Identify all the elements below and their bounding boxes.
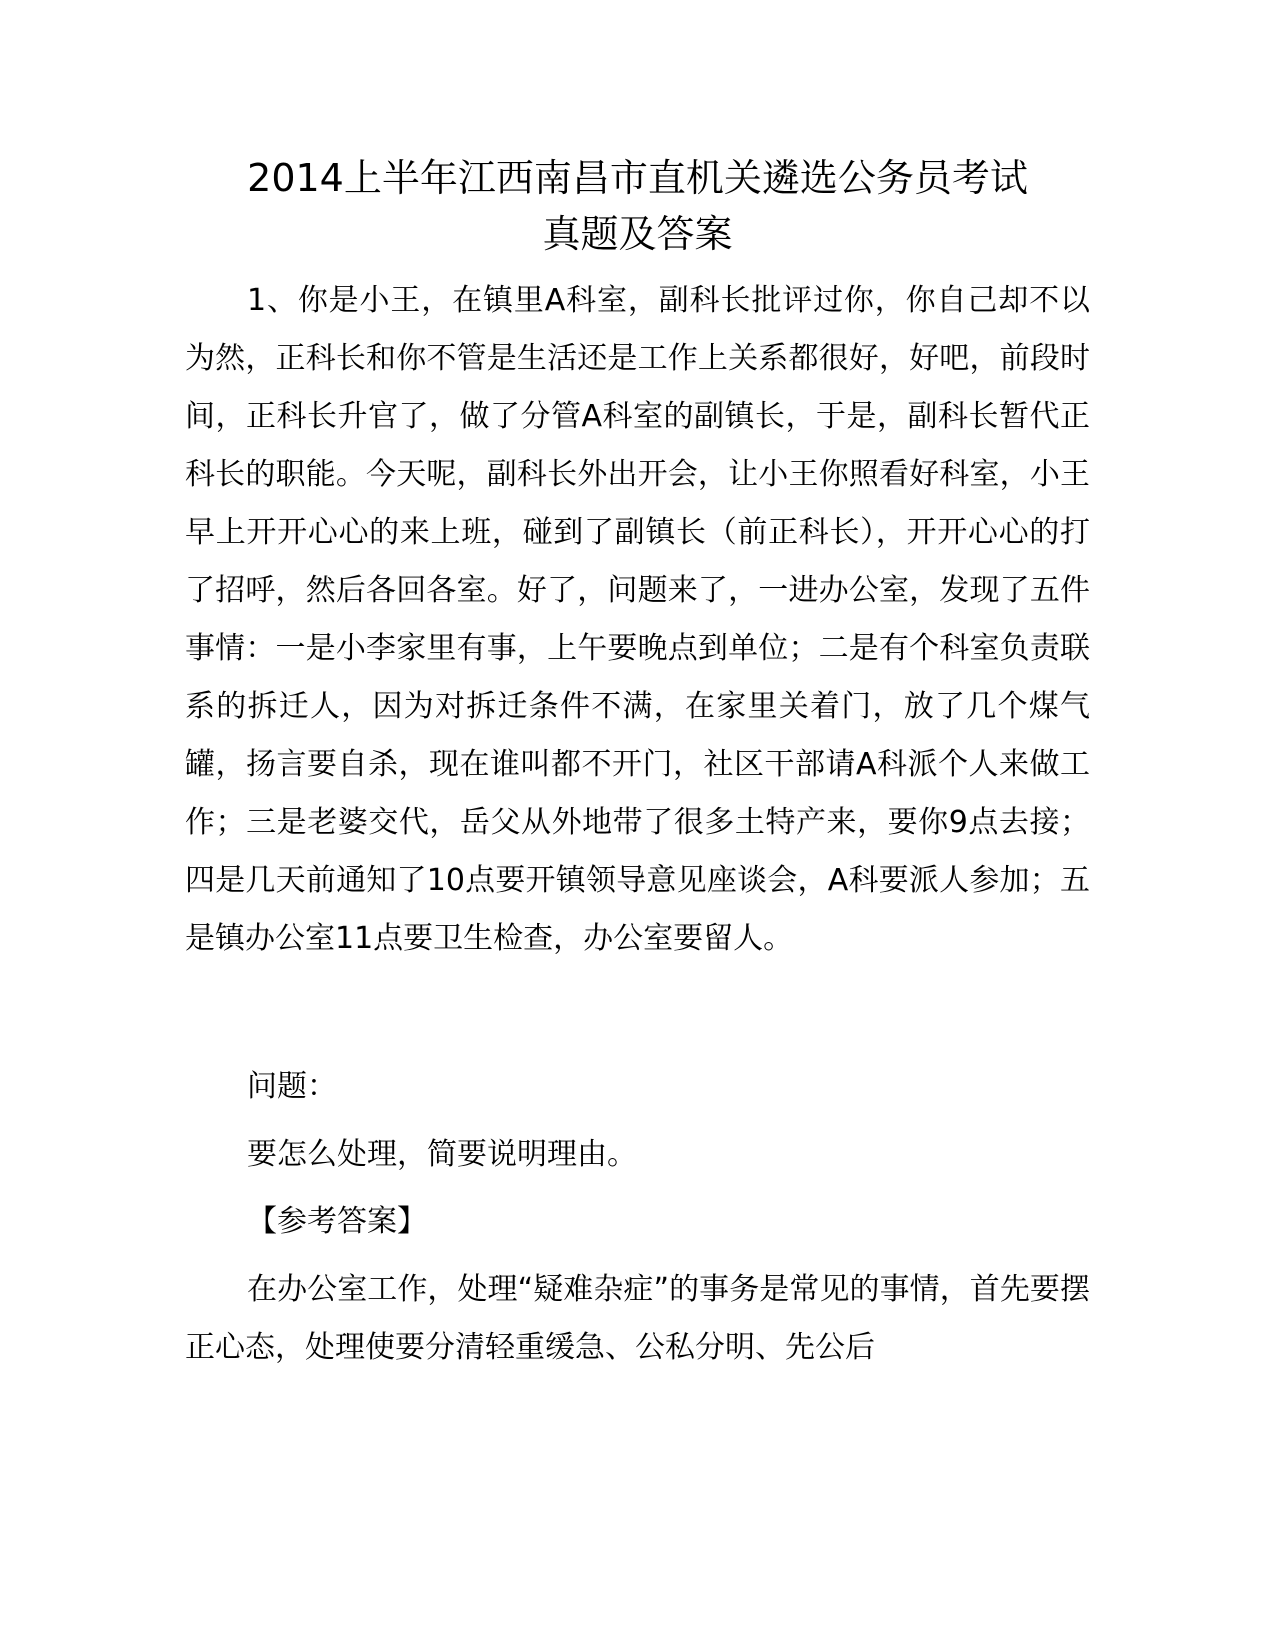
- document-title: [150, 150, 1125, 262]
- answer-label: 【参考答案】: [247, 1204, 427, 1239]
- title-line-2: 真题及答案: [542, 212, 733, 256]
- answer-paragraph: 在办公室工作，处理“疑难杂症”的事务是常见的事情，首先要摆正心态，处理使要分清轻重缓急、公私分明、先公后: [185, 1272, 1090, 1365]
- title-line-1: 2014上半年江西南昌市直机关遴选公务员考试: [247, 156, 1028, 200]
- question-paragraph: 1、你是小王，在镇里A科室，副科长批评过你，你自己却不以为然，正科长和你不管是生活还是工作上关系都很好，好吧，前段时间，正科长升官了，做了分管A科室的副镇长，于是，副科长暂代正科长的职能。今天呢，副科长外出开会，让小王你照看好科室，小王早上开开心心的来上班，碰到了副镇长（前正科长），开开心心的打了招呼，然后各回各室。好了，问题来了，一进办公室，发现了五件事情：一是小李家里有事，上午要晚点到单位；二是有个科室负责联系的拆迁人，因为对拆迁条件不满，在家里关着门，放了几个煤气罐，扬言要自杀，现在谁叫都不开门，社区干部请A科派个人来做工作；三是老婆交代，岳父从外地带了很多土特产来，要你9点去接；四是几天前通知了10点要开镇领导意见座谈会，A科要派人参加；五是镇办公室11点要卫生检查，办公室要留人。: [185, 283, 1090, 956]
- question-text: 要怎么处理，简要说明理由。: [247, 1137, 637, 1172]
- question-label: 问题：: [247, 1069, 337, 1104]
